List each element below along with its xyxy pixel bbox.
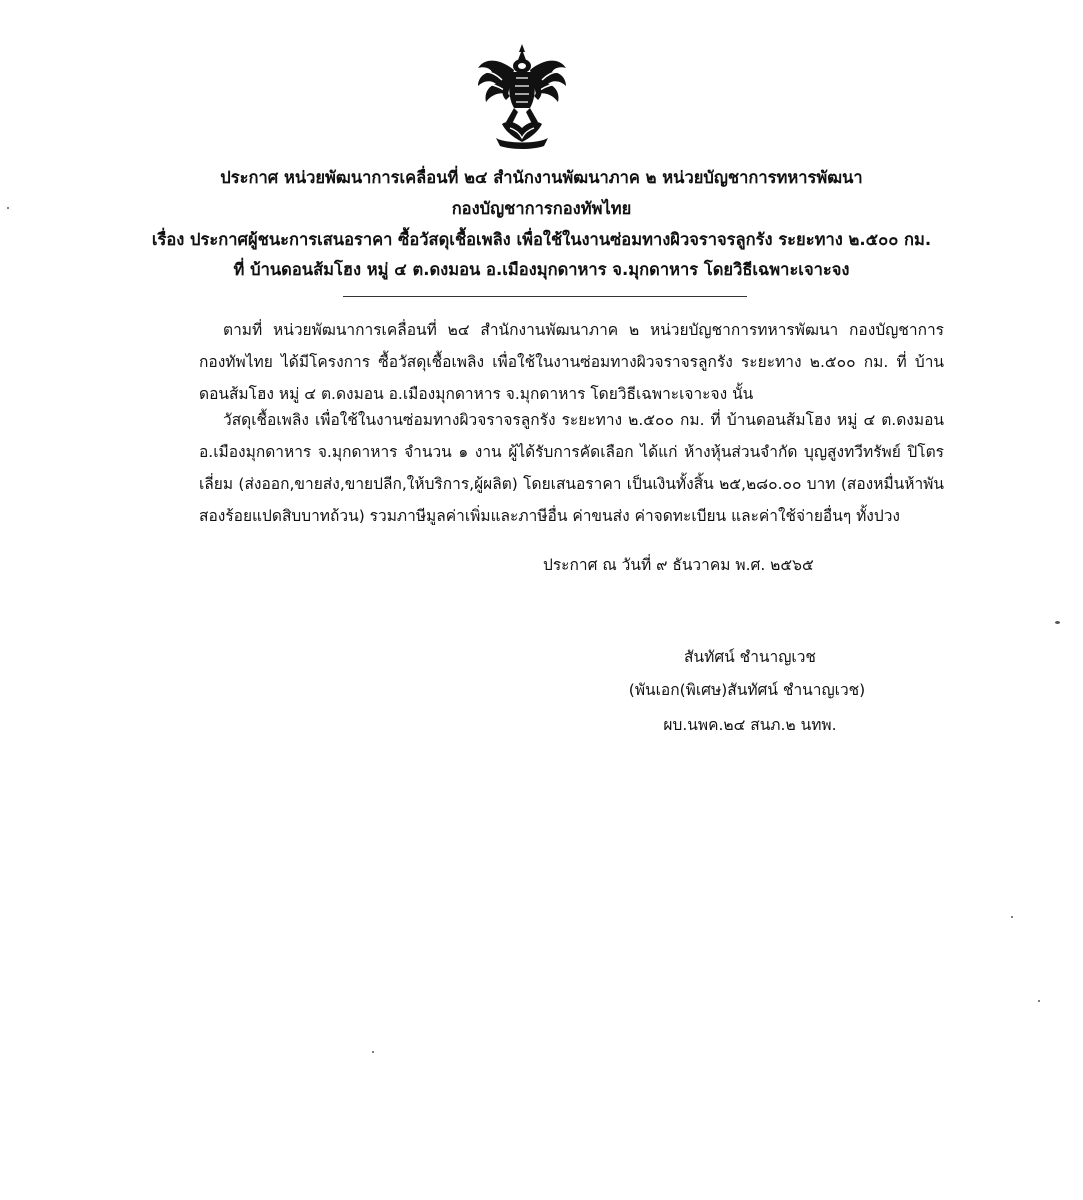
garuda-emblem-icon — [472, 42, 572, 150]
scan-speck — [1038, 1000, 1040, 1002]
scan-speck — [372, 1051, 374, 1053]
announcement-heading-line-1: ประกาศ หน่วยพัฒนาการเคลื่อนที่ ๒๔ สำนักงานพัฒนาภาค ๒ หน่วยบัญชาการทหารพัฒนา — [220, 168, 863, 187]
announcement-heading-line-2: กองบัญชาการกองทัพไทย — [451, 199, 632, 218]
announcement-subject-line-1: เรื่อง ประกาศผู้ชนะการเสนอราคา ซื้อวัสดุเชื้อเพลิง เพื่อใช้ในงานซ่อมทางผิวจราจรลูกรัง ระยะทาง ๒.๕๐๐ กม. — [151, 230, 932, 249]
scan-speck — [1011, 916, 1013, 918]
announcement-subject-line-2: ที่ บ้านดอนส้มโฮง หมู่ ๔ ต.ดงมอน อ.เมืองมุกดาหาร จ.มุกดาหาร โดยวิธีเฉพาะเจาะจง — [233, 260, 850, 279]
announcement-date: ประกาศ ณ วันที่ ๙ ธันวาคม พ.ศ. ๒๕๖๕ — [543, 556, 814, 574]
signature-position: ผบ.นพค.๒๔ สนภ.๒ นทพ. — [663, 716, 837, 734]
heading-divider — [343, 296, 747, 297]
body-paragraph-1: ตามที่ หน่วยพัฒนาการเคลื่อนที่ ๒๔ สำนักงานพัฒนาภาค ๒ หน่วยบัญชาการทหารพัฒนา กองบัญชาการกองทัพไทย ได้มีโครงการ ซื้อวัสดุเชื้อเพลิง เพื่อใช้ในงานซ่อมทางผิวจราจรลูกรัง ระยะทาง ๒.๕๐๐ กม. ที่ บ้านดอนส้มโฮง หมู่ ๔ ต.ดงมอน อ.เมืองมุกดาหาร จ.มุกดาหาร โดยวิธีเฉพาะเจาะจง นั้น — [199, 321, 944, 403]
signature-name: สันทัศน์ ชำนาญเวช — [684, 648, 816, 666]
scan-speck — [7, 207, 9, 209]
scan-speck — [1055, 621, 1060, 624]
signature-rank-name: (พันเอก(พิเศษ)สันทัศน์ ชำนาญเวช) — [628, 681, 866, 699]
body-paragraph-2: วัสดุเชื้อเพลิง เพื่อใช้ในงานซ่อมทางผิวจราจรลูกรัง ระยะทาง ๒.๕๐๐ กม. ที่ บ้านดอนส้มโฮง หมู่ ๔ ต.ดงมอน อ.เมืองมุกดาหาร จ.มุกดาหาร จำนวน ๑ งาน ผู้ได้รับการคัดเลือก ได้แก่ ห้างหุ้นส่วนจำกัด บุญสูงทวีทรัพย์ ปิโตรเลี่ยม (ส่งออก,ขายส่ง,ขายปลีก,ให้บริการ,ผู้ผลิต) โดยเสนอราคา เป็นเงินทั้งสิ้น ๒๕,๒๘๐.๐๐ บาท (สองหมื่นห้าพันสองร้อยแปดสิบบาทถ้วน) รวมภาษีมูลค่าเพิ่มและภาษีอื่น ค่าขนส่ง ค่าจดทะเบียน และค่าใช้จ่ายอื่นๆ ทั้งปวง — [199, 411, 944, 525]
